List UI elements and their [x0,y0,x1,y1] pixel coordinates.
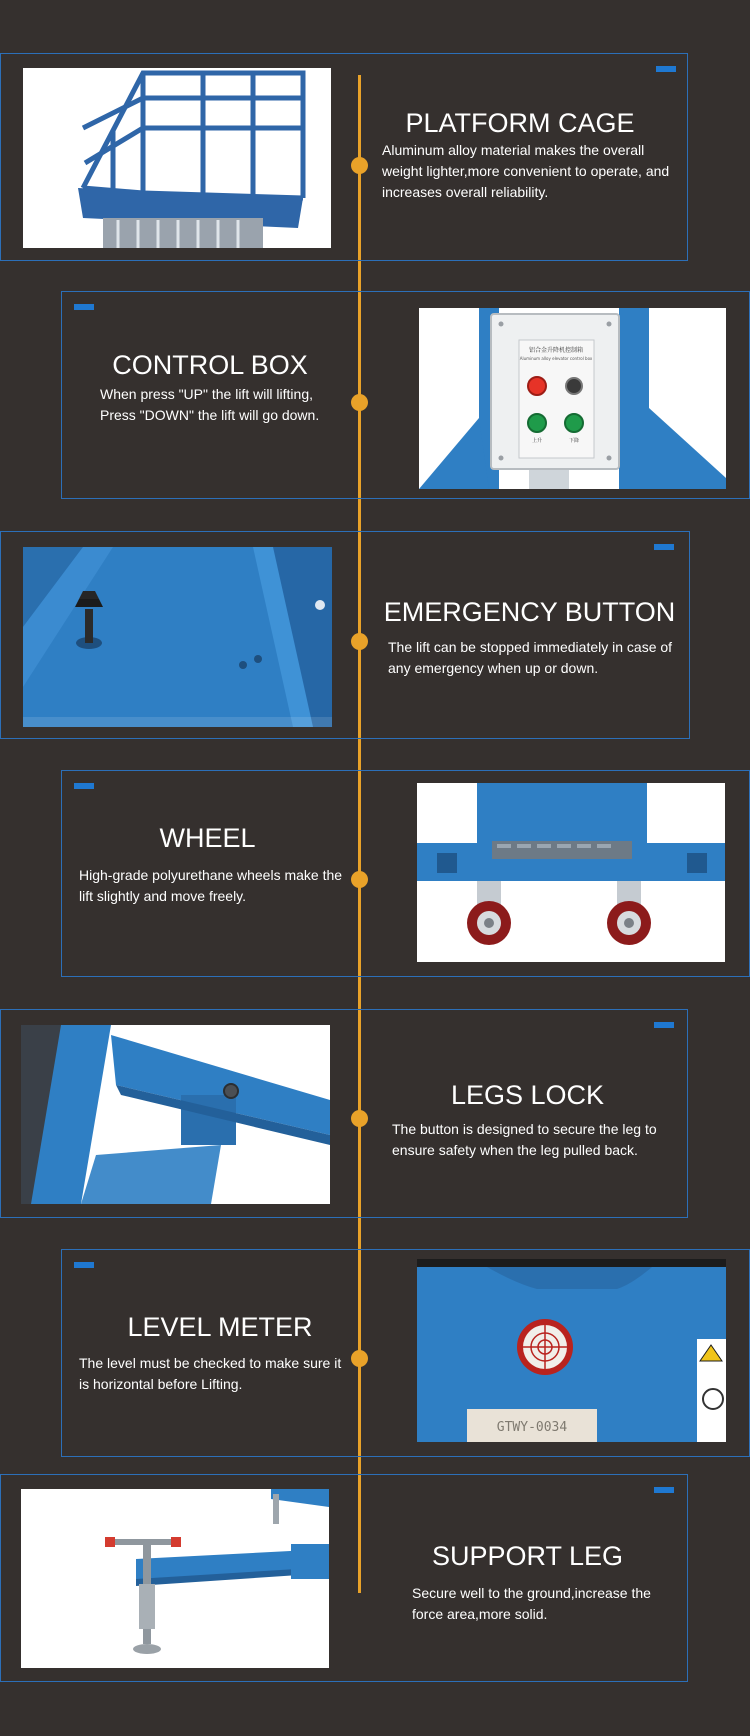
wheel-photo [417,783,725,962]
control-panel-subtitle: Aluminum alloy elevator control box [519,356,593,361]
timeline-dot [351,1110,368,1127]
platform-cage-photo [23,68,331,248]
card-accent [74,1262,94,1268]
card-accent [74,304,94,310]
timeline-dot [351,1350,368,1367]
feature-title: WHEEL [159,823,256,853]
timeline-dot [351,871,368,888]
feature-title: CONTROL BOX [112,350,308,380]
timeline-dot [351,157,368,174]
serial-plate: GTWY-0034 [496,1420,568,1435]
feature-title: LEVEL METER [127,1312,313,1342]
timeline-dot [351,633,368,650]
feature-title: SUPPORT LEG [431,1541,624,1571]
feature-description: Secure well to the ground,increase the force area,more solid. [412,1585,651,1622]
feature-title: LEGS LOCK [450,1080,605,1110]
up-label: 上升 [531,438,543,444]
level-meter-photo [417,1259,726,1442]
feature-title: PLATFORM CAGE [405,108,635,138]
feature-description: The button is designed to secure the leg to ensure safety when the leg pulled back. [392,1121,657,1158]
down-label: 下降 [568,438,580,444]
card-accent [74,783,94,789]
feature-description: The lift can be stopped immediately in case of any emergency when up or down. [388,639,673,676]
card-accent [656,66,676,72]
feature-description: The level must be checked to make sure it is horizontal before Lifting. [79,1355,342,1392]
feature-description: High-grade polyurethane wheels make the lift slightly and move freely. [79,867,343,904]
card-accent [654,1022,674,1028]
card-accent [654,544,674,550]
control-panel-title: 铝合金升降机控制箱 [528,347,584,354]
card-accent [654,1487,674,1493]
timeline-dot [351,394,368,411]
feature-title: EMERGENCY BUTTON [383,597,676,627]
support-leg-photo [21,1489,329,1668]
control-box-photo [419,308,726,489]
feature-description: When press "UP" the lift will lifting, Press "DOWN" the lift will go down. [100,386,320,423]
feature-description: Aluminum alloy material makes the overall weight lighter,more convenient to operate, and increases overall reliability. [382,142,670,200]
emergency-button-photo [23,547,332,727]
legs-lock-photo [21,1025,330,1204]
